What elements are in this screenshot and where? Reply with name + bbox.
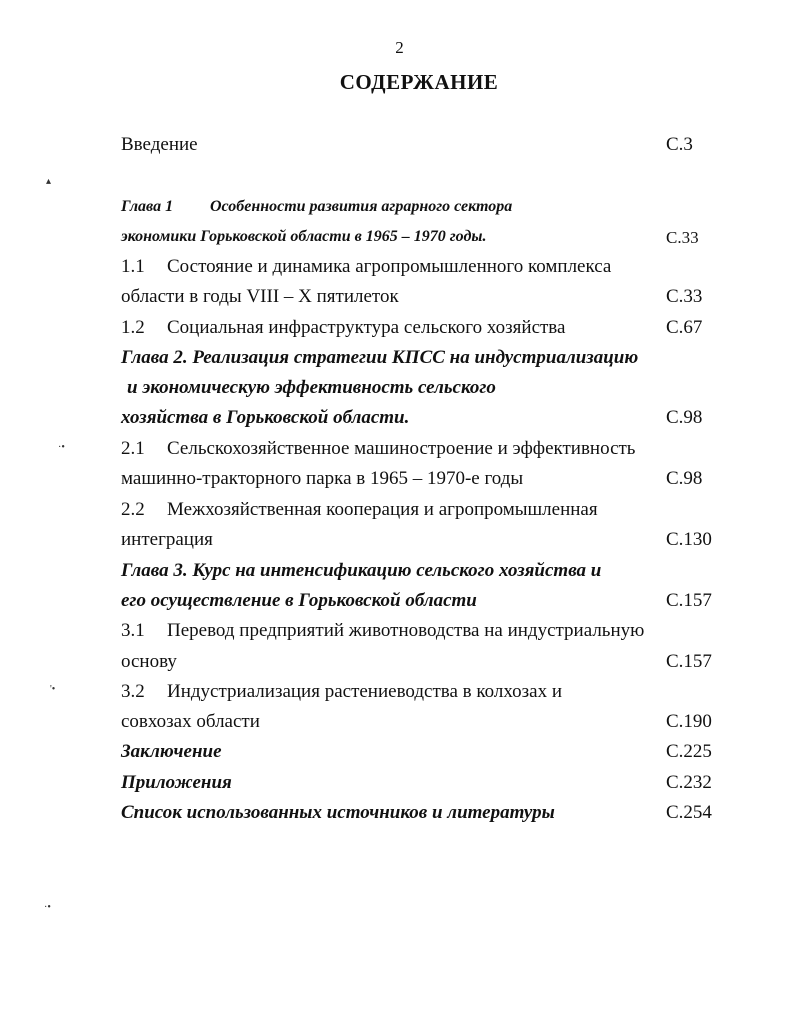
- toc-s2-1-page: С.98: [666, 468, 703, 489]
- toc-ch1-label: Глава 1: [121, 198, 174, 215]
- toc-s2-2-page: С.130: [666, 529, 712, 550]
- toc-s3-2-page: С.190: [666, 711, 712, 732]
- toc-ch1-title-line1: [121, 198, 512, 216]
- toc-ch2-page: С.98: [666, 407, 703, 428]
- toc-ch3-line1: Глава 3. Курс на интенсификацию сельского хозяйства и: [121, 560, 602, 581]
- scan-speck: '•: [50, 684, 56, 695]
- page-number: 2: [395, 38, 404, 57]
- toc-s1-2-num: 1.2: [121, 317, 145, 338]
- toc-s1-1-text: Состояние и динамика агропромышленного комплекса: [167, 256, 612, 277]
- toc-s1-2-text: Социальная инфраструктура сельского хозяйства: [167, 317, 566, 338]
- toc-ch2-line2: и экономическую эффективность сельского: [127, 377, 496, 398]
- toc-intro-page: С.3: [666, 134, 693, 155]
- toc-s3-2-line1: [121, 681, 562, 703]
- toc-ch3-line2: его осуществление в Горьковской области: [121, 590, 477, 611]
- toc-ch2-line1: Глава 2. Реализация стратегии КПСС на индустриализацию: [121, 347, 639, 368]
- toc-s3-1-page: С.157: [666, 651, 712, 672]
- toc-sources-label: Список использованных источников и литературы: [121, 802, 555, 823]
- toc-ch1-page: С.33: [666, 228, 699, 247]
- page-title: СОДЕРЖАНИЕ: [339, 70, 499, 94]
- toc-conclusion-label: Заключение: [121, 741, 222, 762]
- toc-ch1-title-text: Особенности развития аграрного сектора: [210, 198, 513, 215]
- toc-s3-1-text: Перевод предприятий животноводства на индустриальную: [167, 620, 645, 641]
- toc-ch3-page: С.157: [666, 590, 712, 611]
- toc-appendix-label: Приложения: [121, 772, 232, 793]
- toc-s1-1-line2: области в годы VIII – X пятилеток: [121, 286, 399, 307]
- toc-ch1-title-line2: экономики Горьковской области в 1965 – 1970 годы.: [121, 228, 487, 245]
- toc-intro-label: Введение: [121, 134, 198, 155]
- toc-s3-2-line2: совхозах области: [121, 711, 260, 732]
- toc-s3-2-num: 3.2: [121, 681, 145, 702]
- toc-s3-2-text: Индустриализация растениеводства в колхозах и: [167, 681, 563, 702]
- toc-s1-1-page: С.33: [666, 286, 703, 307]
- toc-s3-1-line2: основу: [121, 651, 177, 672]
- toc-s3-1-num: 3.1: [121, 620, 145, 641]
- scan-speck: ·•: [58, 442, 65, 453]
- toc-s3-1-line1: [121, 620, 644, 642]
- scan-speck: ·•: [44, 902, 51, 913]
- toc-s2-1-num: 2.1: [121, 438, 145, 459]
- toc-s2-2-num: 2.2: [121, 499, 145, 520]
- toc-s2-1-text: Сельскохозяйственное машиностроение и эффективность: [167, 438, 636, 459]
- toc-s1-2-line1: [121, 317, 565, 339]
- toc-conclusion-page: С.225: [666, 741, 712, 762]
- toc-s2-2-line2: интеграция: [121, 529, 213, 550]
- toc-appendix-page: С.232: [666, 772, 712, 793]
- toc-s2-1-line1: [121, 438, 635, 460]
- toc-s1-1-num: 1.1: [121, 256, 145, 277]
- toc-s2-2-line1: [121, 499, 598, 521]
- scan-speck: ▴: [46, 176, 52, 187]
- toc-s1-2-page: С.67: [666, 317, 703, 338]
- toc-s1-1-line1: [121, 256, 611, 278]
- toc-sources-page: С.254: [666, 802, 712, 823]
- toc-ch2-line3: хозяйства в Горьковской области.: [121, 407, 410, 428]
- toc-s2-2-text: Межхозяйственная кооперация и агропромышленная: [167, 499, 598, 520]
- toc-s2-1-line2: машинно-тракторного парка в 1965 – 1970-е годы: [121, 468, 524, 489]
